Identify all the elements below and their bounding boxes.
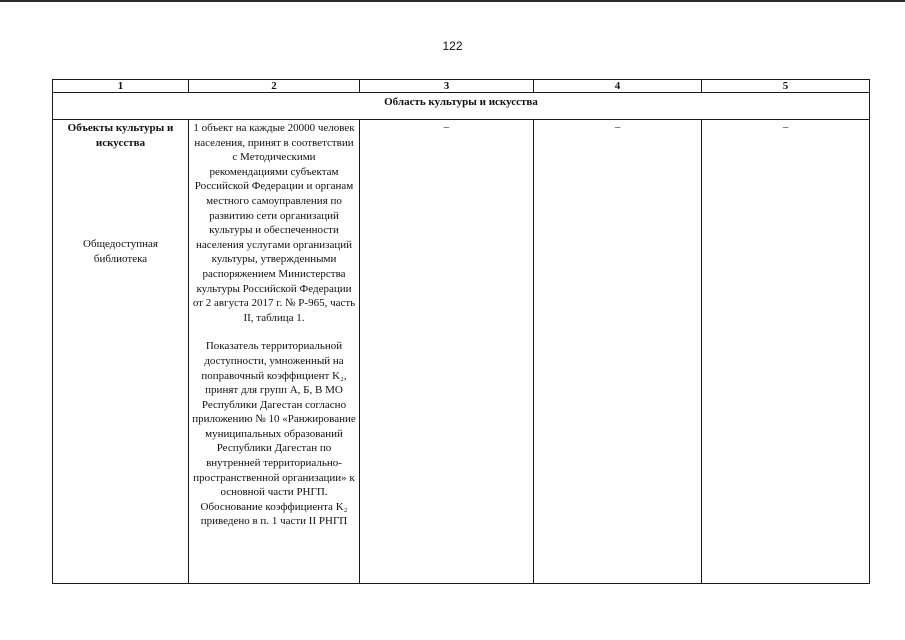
section-row bbox=[53, 93, 870, 120]
standards-table bbox=[52, 79, 870, 584]
value-cell-3 bbox=[360, 120, 534, 584]
section-title: Область культуры и искусства bbox=[53, 93, 870, 120]
object-type-cell bbox=[53, 120, 189, 584]
value-dash-4: – bbox=[614, 121, 621, 133]
page-number: 122 bbox=[442, 39, 463, 53]
column-header-2: 2 bbox=[189, 80, 360, 93]
standard-paragraph-1: 1 объект на каждые 20000 человек населения, принят в соответствии с Методическими рекомендациями субъектам Российской Федерации и органам местного самоуправления по развитию сети организаций культуры и обеспеченности населения услугами организаций культуры, утвержденными распоряжением Министерства культуры Российской Федерации от 2 августа 2017 г. № Р-965, часть II, таблица 1. bbox=[192, 122, 356, 324]
standard-cell bbox=[189, 120, 360, 584]
column-header-1: 1 bbox=[53, 80, 189, 93]
value-cell-4 bbox=[534, 120, 702, 584]
header-row bbox=[53, 80, 870, 93]
column-header-5: 5 bbox=[702, 80, 870, 93]
value-dash-5: – bbox=[782, 121, 789, 133]
value-dash-3: – bbox=[443, 121, 450, 133]
column-header-3: 3 bbox=[360, 80, 534, 93]
standard-paragraph-2: Показатель территориальной доступности, умноженный на поправочный коэффициент K₂, принят для групп А, Б, В МО Республики Дагестан согласно приложению № 10 «Ранжирование муниципальных образований Республики Дагестан по внутренней территориально-пространственной организации» к основной части РНГП. Обоснование коэффициента K₂ приведено в п. 1 части II РНГП bbox=[192, 340, 356, 528]
value-cell-5 bbox=[702, 120, 870, 584]
table-row bbox=[53, 120, 870, 584]
object-name: Общедоступная библиотека bbox=[83, 238, 158, 265]
object-category: Объекты культуры и искусства bbox=[67, 122, 174, 149]
column-header-4: 4 bbox=[534, 80, 702, 93]
top-rule bbox=[0, 0, 905, 2]
